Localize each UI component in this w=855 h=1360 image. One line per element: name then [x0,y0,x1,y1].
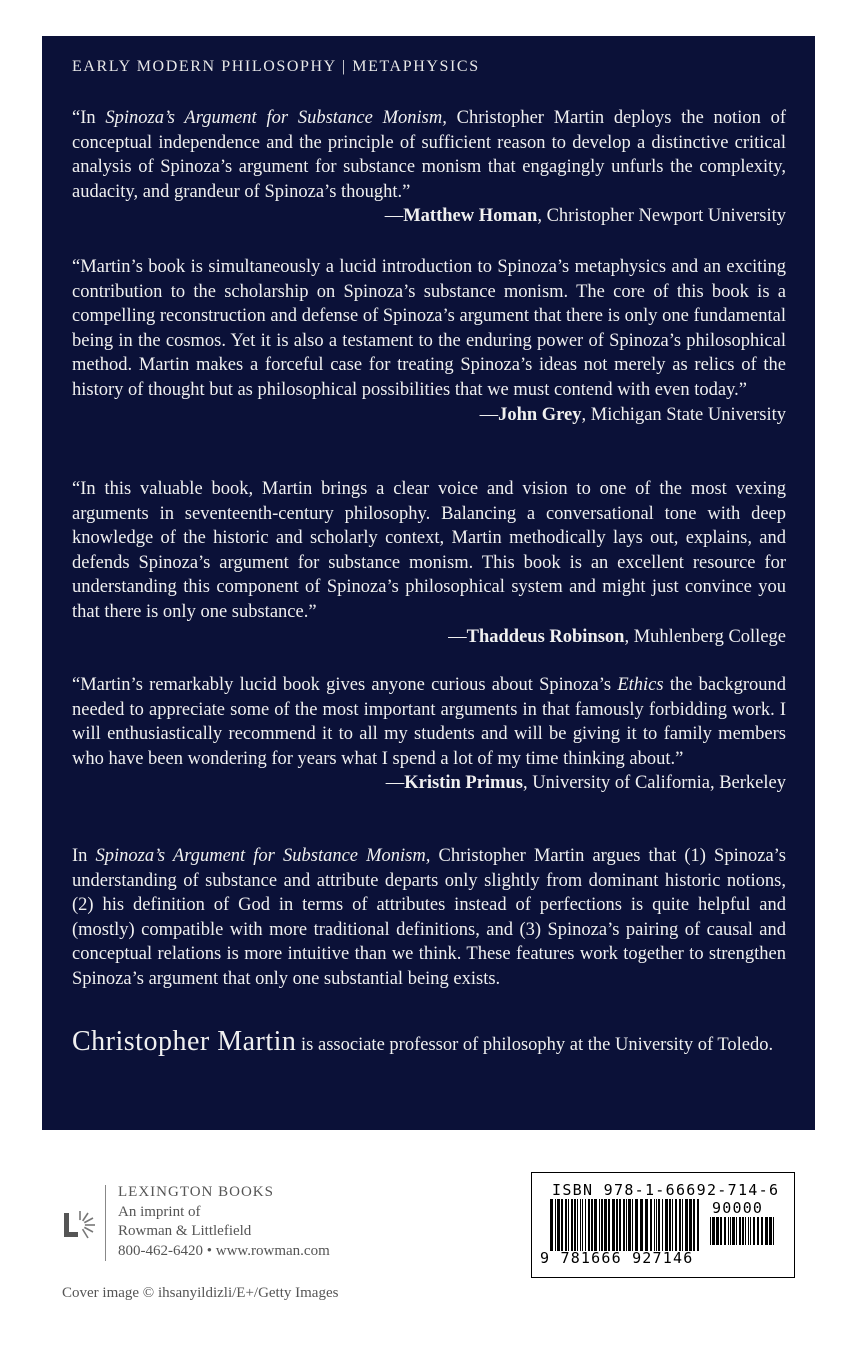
barcode-bar [571,1199,573,1251]
barcode-bar [682,1199,683,1251]
endorsement-text: “In [72,108,106,128]
ean-digits: 9 781666 927146 [540,1249,694,1267]
endorser-name: Thaddeus Robinson [466,626,625,647]
publisher-info [118,1183,330,1261]
ean-barcode-bars [550,1199,702,1253]
barcode-bar [612,1199,615,1251]
endorser-name: John Grey [498,404,582,425]
isbn-label: ISBN 978-1-66692-714-6 [552,1181,780,1199]
barcode-bar [672,1199,673,1251]
barcode-bar [689,1199,692,1251]
cover-image-credit: Cover image © ihsanyildizli/E+/Getty Images [62,1285,339,1301]
barcode-bar [716,1217,719,1245]
barcode-bar [654,1199,655,1251]
barcode-bar [619,1199,621,1251]
endorsement-3 [72,477,786,649]
barcode-bar [632,1199,633,1251]
barcode-bar [757,1217,759,1245]
barcode-bar [604,1199,607,1251]
endorsement-text: “Martin’s remarkably lucid book gives anyone curious about Spinoza’s [72,675,618,695]
barcode-bar [650,1199,652,1251]
barcode-bar [761,1217,763,1245]
barcode-bar [557,1199,560,1251]
barcode-bar [736,1217,737,1245]
barcode-bar [679,1199,681,1251]
barcode-bar [550,1199,553,1251]
barcode-bar [601,1199,603,1251]
barcode-bar [753,1217,755,1245]
publisher-imprint-line: An imprint of [118,1203,201,1220]
category-label: EARLY MODERN PHILOSOPHY | METAPHYSICS [72,58,480,75]
barcode-bar [599,1199,600,1251]
barcode-bar [773,1217,774,1245]
book-description: In Spinoza’s Argument for Substance Monism, Christopher Martin argues that (1) Spinoza’s understanding of substance and attribute departs only slightly from dominant historic notions, (2) his definition of God in terms of attributes instead of perfections is quite helpful and (mostly) compatible with more traditional definitions, and (3) Spinoza’s pairing of causal and conceptual relations is more intuitive than we think. These features work together to strengthen Spinoza’s argument that only one substantial being exists. [72,846,787,989]
endorser-name: Kristin Primus [404,773,523,794]
author-name: Christopher Martin [72,1026,297,1057]
barcode-bar [669,1199,671,1251]
barcode-bar [665,1199,668,1251]
barcode-bar [626,1199,627,1251]
barcode-bar [675,1199,677,1251]
barcode-bar [561,1199,563,1251]
author-bio [72,1026,786,1058]
endorsement-attribution: —Thaddeus Robinson, Muhlenberg College [448,626,786,647]
barcode-bar [635,1199,638,1251]
barcode-bar [574,1199,576,1251]
barcode-bar [628,1199,631,1251]
barcode-bar [765,1217,768,1245]
barcode-bar [693,1199,695,1251]
barcode-bar [662,1199,663,1251]
barcode-bar [739,1217,741,1245]
endorsement-text: Christopher Martin deploys the notion of conceptual independence and the principle of sufficient reason to develop a distinctive critical analysis of Spinoza’s argument for substance monism that engagingly unfurls the complexity, audacity, and grandeur of Spinoza’s thought.” [72,108,787,202]
endorser-name: Matthew Homan [403,206,538,227]
barcode-bar [685,1199,688,1251]
book-title: Ethics [617,675,664,695]
book-title: Spinoza’s Argument for Substance Monism, [105,108,447,128]
barcode-bar [623,1199,625,1251]
barcode-bar [555,1199,556,1251]
barcode-bar [720,1217,722,1245]
endorsement-text: “In this valuable book, Martin brings a clear voice and vision to one of the most vexing arguments in seventeenth-century philosophy. Balancing a conversational tone with deep knowledge of the historic and scholarly context, Martin methodically lays out, explains, and defends Spinoza’s argument for substance monism. This book is an excellent resource for understanding this component of Spinoza’s philosophical system and might just convince you that there is only one substance.” [72,479,786,622]
barcode-bar [750,1217,751,1245]
barcode-bar [742,1217,744,1245]
publisher-contact: 800-462-6420 • www.rowman.com [118,1242,330,1259]
endorsement-1 [72,106,786,229]
endorsement-2 [72,255,786,427]
barcode-bar [645,1199,648,1251]
barcode-bar [656,1199,657,1251]
barcode-bar [724,1217,726,1245]
publisher-name: LEXINGTON BOOKS [118,1184,274,1200]
endorsement-4 [72,673,786,796]
isbn-barcode [531,1172,795,1278]
endorsement-text: “Martin’s book is simultaneously a lucid introduction to Spinoza’s metaphysics and an exciting contribution to the scholarship on Spinoza’s substance monism. The core of this book is a compelling reconstruction and defense of Spinoza’s argument that there is only one fundamental being in the cosmos. Yet it is also a testament to the enduring power of Spinoza’s philosophical method. Martin makes a forceful case for treating Spinoza’s ideas not merely as relics of the history of thought but as philosophical possibilities that we must contend with even today.” [72,257,786,400]
barcode-bar [730,1217,731,1245]
barcode-bar [580,1199,581,1251]
book-title: Spinoza’s Argument for Substance Monism, [95,846,431,866]
barcode-bar [769,1217,772,1245]
barcode-bar [594,1199,597,1251]
barcode-bar [585,1199,586,1251]
publisher-block [62,1185,392,1261]
barcode-bar [697,1199,699,1251]
barcode-bar [608,1199,610,1251]
publisher-divider [105,1185,106,1261]
publisher-parent: Rowman & Littlefield [118,1223,252,1239]
back-cover-panel [42,36,815,1130]
endorsement-attribution: —John Grey, Michigan State University [479,404,786,425]
barcode-bar [616,1199,618,1251]
barcode-bar [745,1217,746,1245]
endorser-affiliation: , Michigan State University [581,404,786,425]
barcode-bar [577,1199,578,1251]
barcode-bar [640,1199,643,1251]
endorsement-text: the background needed to appreciate some of the most important arguments in that famously forbidding work. I will enthusiastically recommend it to all my students and will be giving it to family members who have been wondering for years what I spend a lot of my time thinking about.” [72,675,787,769]
barcode-bar [710,1217,711,1245]
barcode-bar [568,1199,569,1251]
lexington-logo-icon [62,1207,98,1243]
endorser-affiliation: , Muhlenberg College [624,626,786,647]
barcode-bar [748,1217,749,1245]
barcode-bar [728,1217,729,1245]
endorsement-attribution: —Matthew Homan, Christopher Newport University [384,206,786,227]
barcode-bar [712,1217,715,1245]
barcode-bar [565,1199,567,1251]
price-code: 90000 [712,1199,764,1217]
endorser-affiliation: , Christopher Newport University [537,206,786,227]
barcode-bar [658,1199,660,1251]
barcode-bar [588,1199,590,1251]
barcode-bar [582,1199,583,1251]
author-bio-text: is associate professor of philosophy at the University of Toledo. [296,1035,774,1055]
barcode-bar [591,1199,593,1251]
barcode-bar [732,1217,735,1245]
endorsement-attribution: —Kristin Primus, University of California, Berkeley [385,773,786,794]
price-barcode-bars [710,1217,780,1247]
endorser-affiliation: , University of California, Berkeley [522,773,786,794]
